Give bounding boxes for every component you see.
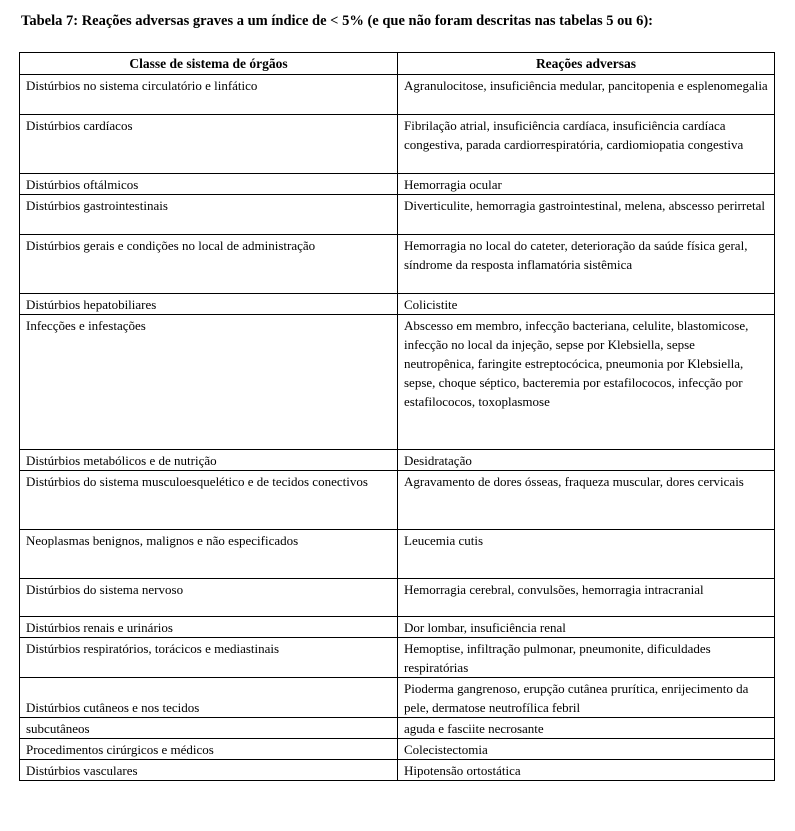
table-row	[20, 315, 775, 450]
organ-class-cell: Distúrbios gastrointestinais	[20, 195, 398, 235]
reaction-cell: Hemorragia ocular	[398, 174, 775, 195]
reaction-cell: Hemoptise, infiltração pulmonar, pneumonite, dificuldades respiratórias	[398, 638, 775, 678]
table-row	[20, 115, 775, 174]
table-row	[20, 760, 775, 781]
organ-class-cell: Procedimentos cirúrgicos e médicos	[20, 739, 398, 760]
reaction-cell: Hemorragia no local do cateter, deterioração da saúde física geral, síndrome da resposta inflamatória sistêmica	[398, 235, 775, 294]
reaction-cell: Abscesso em membro, infecção bacteriana, celulite, blastomicose, infecção no local da injeção, sepse por Klebsiella, sepse neutropênica, faringite estreptocócica, pneumonia por Klebsiella, sepse, choque séptico, bacteremia por estafilococos, infecção por estafilococos, toxoplasmose	[398, 315, 775, 450]
organ-class-cell: Distúrbios vasculares	[20, 760, 398, 781]
organ-class-cell: Distúrbios metabólicos e de nutrição	[20, 450, 398, 471]
organ-class-cell: Distúrbios respiratórios, torácicos e mediastinais	[20, 638, 398, 678]
reaction-cell: Leucemia cutis	[398, 530, 775, 579]
reaction-cell: Dor lombar, insuficiência renal	[398, 617, 775, 638]
table-title: Tabela 7: Reações adversas graves a um índice de < 5% (e que não foram descritas nas tabelas 5 ou 6):	[21, 13, 653, 29]
organ-class-cell: Neoplasmas benignos, malignos e não especificados	[20, 530, 398, 579]
organ-class-cell: Distúrbios gerais e condições no local de administração	[20, 235, 398, 294]
reaction-cell: Agravamento de dores ósseas, fraqueza muscular, dores cervicais	[398, 471, 775, 530]
header-organ-class: Classe de sistema de órgãos	[20, 53, 398, 75]
reaction-cell: Pioderma gangrenoso, erupção cutânea prurítica, enrijecimento da pele, dermatose neutrofílica febril	[398, 678, 775, 718]
reaction-cell: Colecistectomia	[398, 739, 775, 760]
table-row	[20, 579, 775, 617]
organ-class-cell: Distúrbios do sistema nervoso	[20, 579, 398, 617]
reaction-cell: Desidratação	[398, 450, 775, 471]
organ-class-cell: Distúrbios no sistema circulatório e linfático	[20, 75, 398, 115]
header-adverse-reactions: Reações adversas	[398, 53, 775, 75]
organ-class-cell: Distúrbios cardíacos	[20, 115, 398, 174]
organ-class-cell: Distúrbios do sistema musculoesquelético e de tecidos conectivos	[20, 471, 398, 530]
table-row	[20, 174, 775, 195]
table-row	[20, 678, 775, 718]
table-row	[20, 617, 775, 638]
table-row	[20, 294, 775, 315]
reaction-cell: Agranulocitose, insuficiência medular, pancitopenia e esplenomegalia	[398, 75, 775, 115]
table-row	[20, 450, 775, 471]
table-row	[20, 530, 775, 579]
table-row	[20, 471, 775, 530]
reaction-cell: Hemorragia cerebral, convulsões, hemorragia intracranial	[398, 579, 775, 617]
table-row	[20, 235, 775, 294]
table-row	[20, 195, 775, 235]
table-row	[20, 718, 775, 739]
reaction-cell: Colicistite	[398, 294, 775, 315]
table-row	[20, 638, 775, 678]
reaction-cell: Hipotensão ortostática	[398, 760, 775, 781]
organ-class-cell: Distúrbios oftálmicos	[20, 174, 398, 195]
organ-class-cell: Distúrbios hepatobiliares	[20, 294, 398, 315]
table-row	[20, 75, 775, 115]
organ-class-cell: Distúrbios renais e urinários	[20, 617, 398, 638]
table-header-row	[20, 53, 775, 75]
adverse-reactions-table	[19, 52, 775, 781]
table-row	[20, 739, 775, 760]
reaction-cell: Fibrilação atrial, insuficiência cardíaca, insuficiência cardíaca congestiva, parada cardiorrespiratória, cardiomiopatia congestiva	[398, 115, 775, 174]
organ-class-cell: Distúrbios cutâneos e nos tecidos	[20, 678, 398, 718]
reaction-cell: Diverticulite, hemorragia gastrointestinal, melena, abscesso perirretal	[398, 195, 775, 235]
reaction-cell: aguda e fasciite necrosante	[398, 718, 775, 739]
organ-class-cell: subcutâneos	[20, 718, 398, 739]
organ-class-cell: Infecções e infestações	[20, 315, 398, 450]
